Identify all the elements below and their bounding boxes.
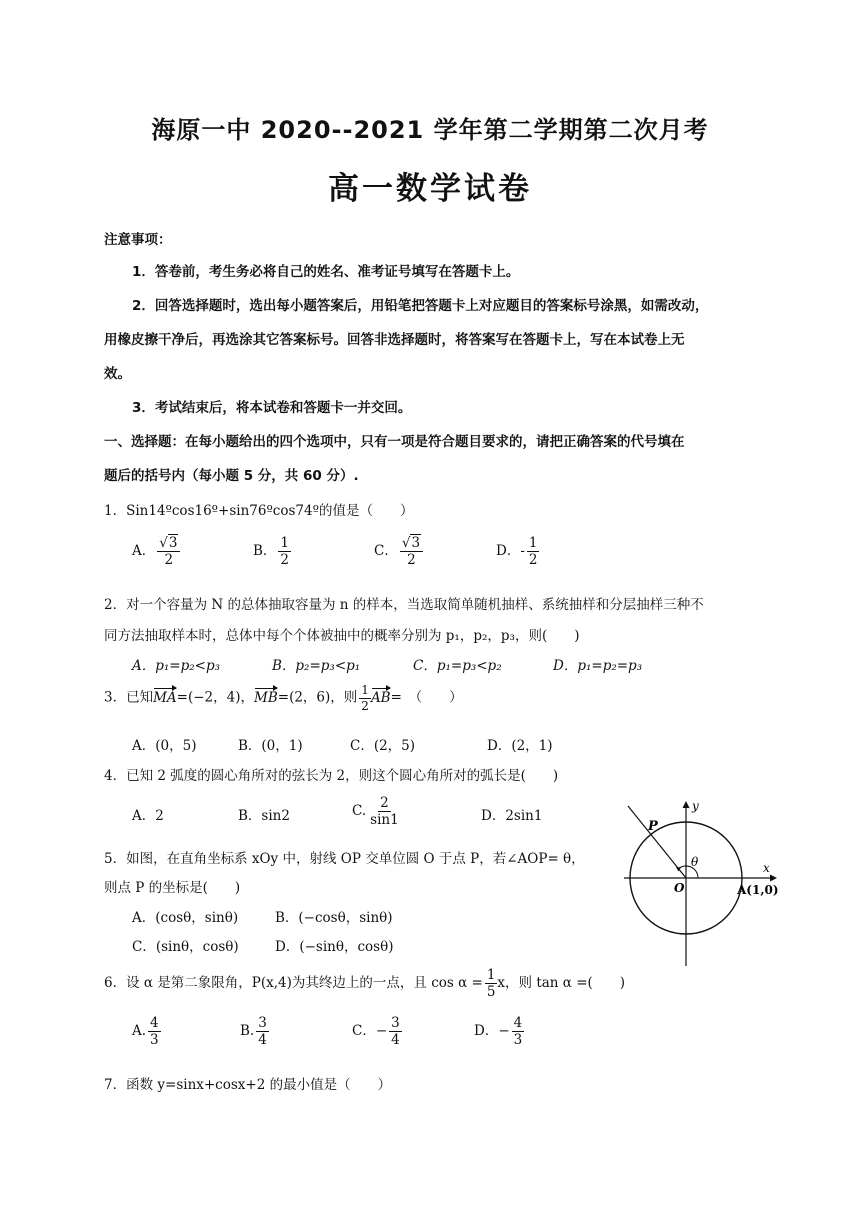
fraction-numerator: 3 xyxy=(391,1015,400,1031)
fraction xyxy=(256,1016,269,1047)
fraction-denominator: 2 xyxy=(164,552,174,569)
option-c-label: C． xyxy=(374,543,398,560)
notice-heading: 注意事项： xyxy=(104,232,172,248)
x-axis-arrow-icon xyxy=(770,875,777,882)
fraction xyxy=(278,536,291,567)
question-5-line-1: 5．如图，在直角坐标系 xOy 中，射线 OP 交单位圆 O 于点 P，若∠AOP= θ， xyxy=(104,851,585,867)
question-1-option-d xyxy=(496,536,539,567)
option-b-label: B． xyxy=(253,543,277,560)
question-2-option-b: B．p₂=p₃<p₁ xyxy=(272,658,361,674)
question-6-stem xyxy=(104,968,764,999)
vector-ma-value: =(−2，4)， xyxy=(176,689,255,706)
fraction-numerator: 3 xyxy=(258,1015,267,1031)
vector-ab: AB xyxy=(370,689,391,706)
fraction-half xyxy=(359,684,371,712)
point-p-label: P xyxy=(648,819,658,834)
fraction-numerator: 2 xyxy=(380,795,389,811)
question-3-option-d: D．(2，1) xyxy=(487,738,553,754)
fraction xyxy=(148,1016,161,1047)
fraction-denominator: 4 xyxy=(258,1032,267,1049)
question-1-option-b xyxy=(253,536,291,567)
question-4-stem: 4．已知 2 弧度的圆心角所对的弦长为 2，则这个圆心角所对的弧长是( ) xyxy=(104,768,559,784)
fraction-numerator: 1 xyxy=(528,535,538,551)
question-4-option-c xyxy=(352,796,401,827)
question-2-option-a: A．p₁=p₂<p₃ xyxy=(132,658,221,674)
question-7-stem: 7．函数 y=sinx+cosx+2 的最小值是（ ） xyxy=(104,1077,392,1093)
vector-mb-value: =(2，6)，则 xyxy=(277,689,358,706)
fraction-numerator: 4 xyxy=(513,1015,523,1031)
option-c-label: C．− xyxy=(352,1023,388,1040)
notice-item-2-line-1: 2．回答选择题时，选出每小题答案后，用铅笔把答题卡上对应题目的答案标号涂黑，如需改动， xyxy=(132,298,709,314)
question-3-prefix: 3．已知 xyxy=(104,689,154,706)
question-3-stem xyxy=(104,684,764,712)
question-1-stem: 1．Sin14ºcos16º+sin76ºcos74º的值是（ ） xyxy=(104,503,414,519)
option-d-label: D．- xyxy=(496,543,525,560)
fraction-denominator: 2 xyxy=(407,552,416,569)
fraction xyxy=(485,968,498,999)
option-d-label: D．− xyxy=(474,1023,510,1040)
fraction-denominator: sin1 xyxy=(370,812,399,829)
y-axis-label: y xyxy=(692,799,699,813)
fraction-numerator: 1 xyxy=(280,535,290,551)
fraction-denominator: 2 xyxy=(528,552,538,569)
fraction xyxy=(527,536,540,567)
question-6-option-c xyxy=(352,1016,402,1047)
y-axis-arrow-icon xyxy=(683,801,690,808)
question-6-option-d xyxy=(474,1016,524,1047)
question-6-option-a xyxy=(132,1016,161,1047)
question-6-prefix: 6．设 α 是第二象限角，P(x,4)为其终边上的一点，且 cos α = xyxy=(104,975,483,992)
fraction xyxy=(368,796,401,827)
option-b-label: B. xyxy=(240,1023,255,1040)
notice-item-2-line-3: 效。 xyxy=(104,366,131,382)
notice-item-2-line-2: 用橡皮擦干净后，再选涂其它答案标号。回答非选择题时，将答案写在答题卡上，写在本试卷上无 xyxy=(104,332,685,348)
question-1-option-c xyxy=(374,536,423,567)
question-3-suffix: = （ ） xyxy=(390,689,463,706)
fraction-numerator: 1 xyxy=(486,967,496,983)
notice-item-1: 1．答卷前，考生务必将自己的姓名、准考证号填写在答题卡上。 xyxy=(132,264,520,280)
notice-item-3: 3．考试结束后，将本试卷和答题卡一并交回。 xyxy=(132,400,412,416)
fraction-denominator: 3 xyxy=(513,1032,523,1049)
question-2-line-2: 同方法抽取样本时，总体中每个个体被抽中的概率分别为 p₁，p₂，p₃，则( ) xyxy=(104,628,580,644)
exam-subject-title: 高一数学试卷 xyxy=(328,171,532,207)
fraction-denominator: 4 xyxy=(391,1032,400,1049)
fraction-numerator: 3 xyxy=(168,535,178,551)
fraction xyxy=(389,1016,402,1047)
option-a-label: A. xyxy=(132,1023,147,1040)
point-a-label: A(1,0) xyxy=(737,883,779,897)
question-4-option-b: B．sin2 xyxy=(238,808,290,824)
fraction-denominator: 2 xyxy=(280,552,290,569)
exam-header-title: 海原一中 2020--2021 学年第二学期第二次月考 xyxy=(151,116,709,144)
question-5-option-b: B．(−cosθ，sinθ) xyxy=(275,910,393,926)
question-4-option-a: A．2 xyxy=(132,808,164,824)
x-axis-label: x xyxy=(763,861,770,875)
question-5-option-c: C．(sinθ，cosθ) xyxy=(132,939,239,955)
unit-circle-figure xyxy=(620,798,780,970)
vector-mb: MB xyxy=(254,689,278,706)
question-4-option-d: D．2sin1 xyxy=(481,808,543,824)
question-5-line-2: 则点 P 的坐标是( ) xyxy=(104,880,241,896)
option-a-label: A． xyxy=(132,543,156,560)
question-3-option-a: A．(0，5) xyxy=(132,738,197,754)
fraction-numerator: 1 xyxy=(361,683,369,697)
question-6-suffix: x，则 tan α =( ) xyxy=(497,975,626,992)
fraction-numerator: 3 xyxy=(411,535,421,551)
option-c-label: C. xyxy=(352,803,367,820)
theta-label: θ xyxy=(691,855,699,869)
fraction xyxy=(512,1016,525,1047)
question-1-option-a xyxy=(132,536,180,567)
question-3-option-c: C．(2，5) xyxy=(350,738,416,754)
fraction-denominator: 5 xyxy=(486,984,496,1001)
question-3-option-b: B．(0，1) xyxy=(238,738,303,754)
fraction-denominator: 2 xyxy=(361,698,369,713)
vector-ma: MA xyxy=(153,689,177,706)
question-5-option-a: A．(cosθ，sinθ) xyxy=(132,910,239,926)
question-2-option-d: D．p₁=p₂=p₃ xyxy=(553,658,643,674)
question-6-option-b xyxy=(240,1016,269,1047)
section-1-heading-line-1: 一、选择题：在每小题给出的四个选项中，只有一项是符合题目要求的，请把正确答案的代号填在 xyxy=(104,434,685,450)
fraction-denominator: 3 xyxy=(150,1032,159,1049)
section-1-heading-line-2: 题后的括号内（每小题 5 分，共 60 分）. xyxy=(104,468,359,484)
fraction-numerator: 4 xyxy=(150,1015,159,1031)
fraction: $\frac{√3}{2}$ xyxy=(400,536,423,567)
question-2-line-1: 2．对一个容量为 N 的总体抽取容量为 n 的样本，当选取简单随机抽样、系统抽样和分层抽样三种不 xyxy=(104,597,704,613)
origin-label: O xyxy=(674,881,685,895)
question-2-option-c: C．p₁=p₃<p₂ xyxy=(413,658,502,674)
question-5-option-d: D．(−sinθ，cosθ) xyxy=(275,939,394,955)
fraction: $\frac{√3}{2}$ xyxy=(157,536,180,567)
